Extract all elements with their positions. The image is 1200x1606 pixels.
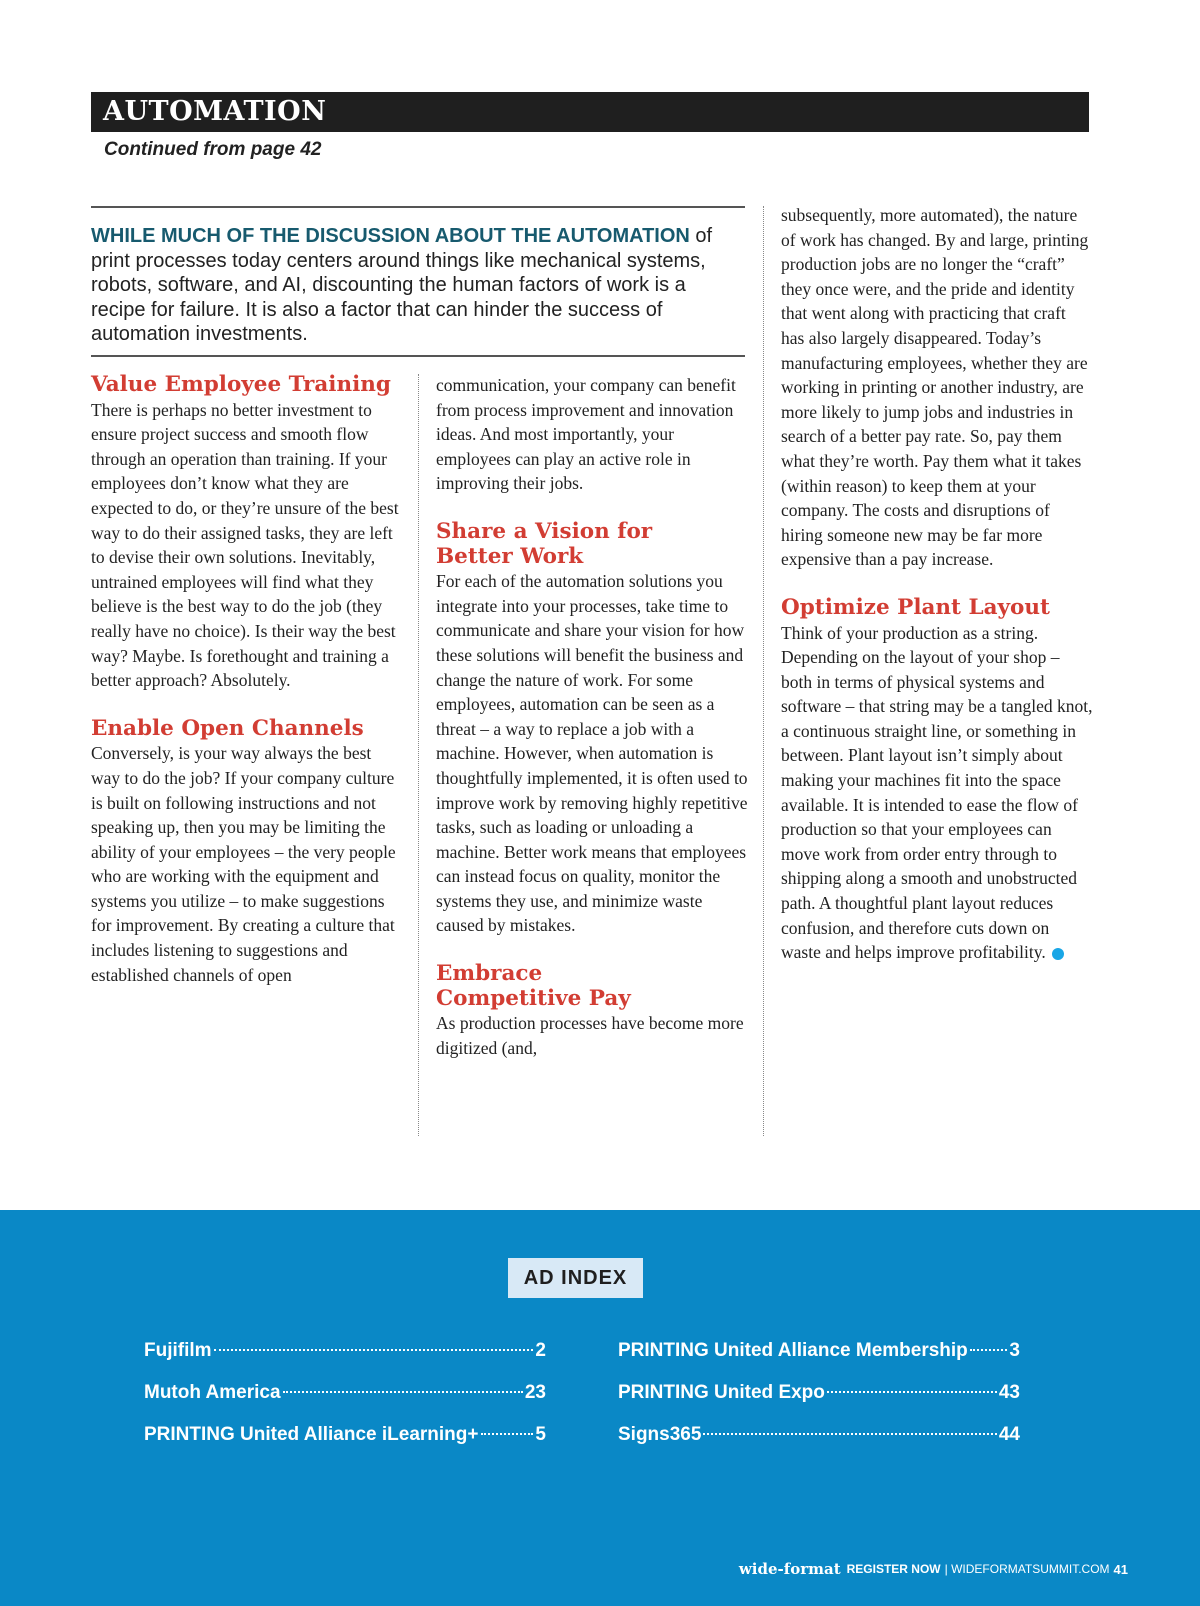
spacer bbox=[91, 693, 403, 717]
column-1 bbox=[91, 373, 403, 987]
advertiser-page: 5 bbox=[535, 1424, 546, 1445]
website-url[interactable]: | WIDEFORMATSUMMIT.COM bbox=[944, 1562, 1110, 1576]
ad-index-row[interactable] bbox=[618, 1340, 1020, 1382]
ad-index-row[interactable] bbox=[144, 1424, 546, 1466]
ad-index-row[interactable] bbox=[144, 1340, 546, 1382]
ad-index-band bbox=[0, 1210, 1200, 1606]
paragraph: As production processes have become more digitized (and, bbox=[436, 1013, 744, 1058]
paragraph: Conversely, is your way always the best way to do the job? If your company culture is built on following instructions and not speaking up, then you may be limiting the ability of your employees – the very people who are working with the equipment and systems you utilize – to make suggestions for improvement. By creating a culture that includes listening to suggestions and established channels of open bbox=[91, 743, 396, 985]
subhead-enable-open-channels: Enable Open Channels bbox=[91, 715, 364, 741]
ad-index-row[interactable] bbox=[618, 1424, 1020, 1466]
column-divider bbox=[418, 374, 419, 1136]
advertiser-name: PRINTING United Expo bbox=[618, 1382, 825, 1403]
advertiser-name: Fujifilm bbox=[144, 1340, 212, 1361]
advertiser-page: 3 bbox=[1009, 1340, 1020, 1361]
leader-dots bbox=[481, 1433, 534, 1435]
ad-index-title: AD INDEX bbox=[508, 1258, 643, 1298]
wide-format-logo: wide-format bbox=[738, 1560, 841, 1578]
intro-lead: WHILE MUCH OF THE DISCUSSION ABOUT THE AUTOMATION bbox=[91, 225, 690, 247]
intro-paragraph bbox=[91, 206, 745, 357]
subhead-value-employee-training: Value Employee Training bbox=[91, 372, 391, 397]
end-mark-icon bbox=[1052, 948, 1064, 960]
advertiser-name: PRINTING United Alliance Membership bbox=[618, 1340, 968, 1361]
section-title: AUTOMATION bbox=[103, 96, 327, 127]
register-now-link[interactable]: REGISTER NOW bbox=[846, 1562, 941, 1576]
leader-dots bbox=[827, 1391, 997, 1393]
column-2 bbox=[436, 373, 748, 1060]
page-footer bbox=[739, 1560, 1128, 1578]
leader-dots bbox=[214, 1349, 534, 1351]
advertiser-page: 44 bbox=[998, 1424, 1020, 1445]
advertiser-name: PRINTING United Alliance iLearning+ bbox=[144, 1424, 479, 1445]
paragraph: For each of the automation solutions you integrate into your processes, take time to communicate and share your vision for how these solutions will benefit the business and change the nature of work. For some employees, automation can be seen as a threat – a way to replace a job with a machine. However, when automation is thoughtfully implemented, it is often used to improve work by removing highly repetitive tasks, such as loading or unloading a machine. Better work means that employees can instead focus on quality, monitor the systems they use, and minimize waste caused by mistakes. bbox=[436, 571, 748, 936]
column-divider bbox=[763, 206, 764, 1136]
paragraph: There is perhaps no better investment to ensure project success and smooth flow through an operation than training. If your employees don’t know what they are expected to do, or they’re unsure of the best way to do their assigned tasks, they are left to devise their own solutions. Inevitably, untrained employees will find what they believe is the best way to do the job (they really have no choice). Is their way the best way? Maybe. Is forethought and training a better approach? Absolutely. bbox=[91, 399, 399, 691]
subhead-embrace-competitive-pay: Embrace Competitive Pay bbox=[436, 961, 631, 1011]
ad-index-list-right bbox=[618, 1340, 1020, 1466]
leader-dots bbox=[970, 1349, 1008, 1351]
page-number: 41 bbox=[1113, 1561, 1128, 1577]
paragraph-text: Think of your production as a string. Depending on the layout of your shop – both in terms of physical systems and software – that string may be a tangled knot, a continuous straight line, or something in between. Plant layout isn’t simply about making your machines fit into the space available. It is intended to ease the flow of production so that your employees can move work from order entry through to shipping along a smooth and unobstructed path. A thoughtful plant layout reduces confusion, and therefore cuts down on waste and helps improve profitability. bbox=[781, 622, 1093, 963]
ad-index-row[interactable] bbox=[618, 1382, 1020, 1424]
subhead-optimize-plant-layout: Optimize Plant Layout bbox=[781, 594, 1050, 620]
leader-dots bbox=[283, 1391, 523, 1393]
paragraph: communication, your company can benefit from process improvement and innovation ideas. And most importantly, your employees can play an active role in improving their jobs. bbox=[436, 375, 736, 494]
spacer bbox=[436, 496, 748, 520]
continued-note: Continued from page 42 bbox=[104, 139, 322, 160]
advertiser-name: Mutoh America bbox=[144, 1382, 281, 1403]
ad-index-list-left bbox=[144, 1340, 546, 1466]
advertiser-page: 2 bbox=[535, 1340, 546, 1361]
column-3 bbox=[781, 203, 1093, 965]
paragraph bbox=[781, 621, 1093, 965]
spacer bbox=[436, 938, 748, 962]
intro-text: of print processes today centers around things like mechanical systems, robots, software, and AI, discounting the human factors of work is a recipe for failure. It is also a factor that can hinder the success of automation investments. bbox=[91, 225, 713, 345]
leader-dots bbox=[703, 1433, 996, 1435]
spacer bbox=[781, 572, 1093, 596]
section-header-bar bbox=[91, 92, 1089, 132]
ad-index-row[interactable] bbox=[144, 1382, 546, 1424]
advertiser-page: 43 bbox=[998, 1382, 1020, 1403]
subhead-share-a-vision: Share a Vision for Better Work bbox=[436, 518, 653, 569]
advertiser-page: 23 bbox=[524, 1382, 546, 1403]
advertiser-name: Signs365 bbox=[618, 1424, 702, 1445]
paragraph: subsequently, more automated), the nature of work has changed. By and large, printing production jobs are no longer the “craft” they once were, and the pride and identity that went along with practicing that craft has also largely disappeared. Today’s manufacturing employees, whether they are working in printing or another industry, are more likely to jump jobs and industries in search of a better pay rate. So, pay them what they’re worth. Pay them what it takes (within reason) to keep them at your company. The costs and disruptions of hiring someone new may be far more expensive than a pay increase. bbox=[781, 205, 1089, 570]
